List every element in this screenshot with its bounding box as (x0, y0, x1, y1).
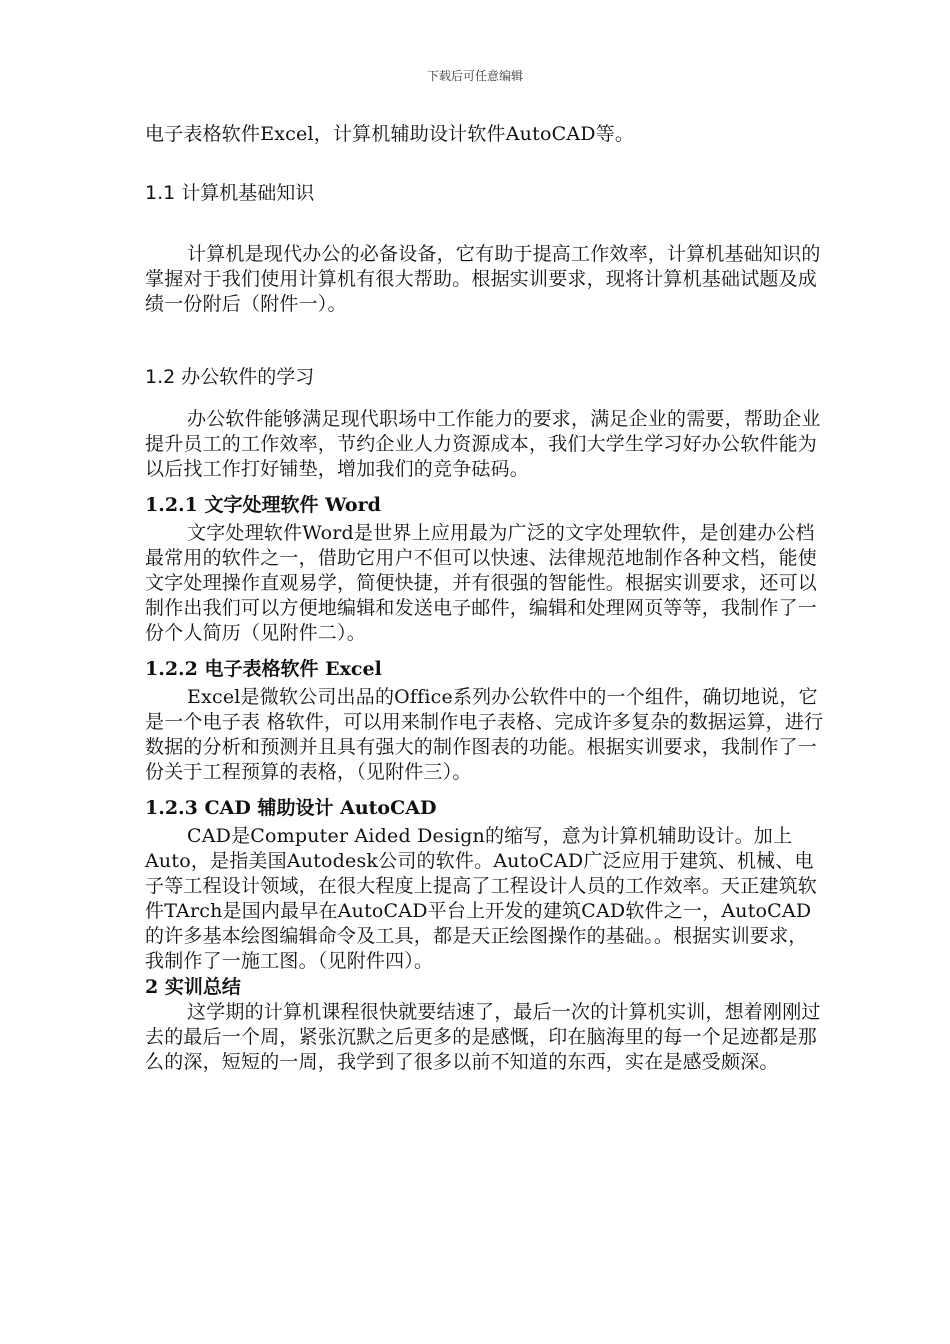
page-header-note: 下载后可任意编辑 (426, 69, 523, 83)
opening-line: 电子表格软件Excel，计算机辅助设计软件AutoCAD等。 (145, 123, 635, 145)
section-2-title: 2 实训总结 (145, 976, 241, 998)
document-body (145, 122, 825, 1075)
section-1-2-1-body: 文字处理软件Word是世界上应用最为广泛的文字处理软件，是创建办公档最常用的软件之一，借助它用户不但可以快速、法律规范地制作各种文档，能使文字处理操作直观易学，简便快捷，并有很强的智能性。根据实训要求，还可以制作出我们可以方便地编辑和发送电子邮件，编辑和处理网页等等，我制作了一份个人简历（见附件二）。 (145, 522, 818, 644)
section-1-2-1-title: 1.2.1 文字处理软件 Word (145, 494, 381, 516)
section-2-body: 这学期的计算机课程很快就要结速了，最后一次的计算机实训，想着刚刚过去的最后一个周，紧张沉默之后更多的是感慨，印在脑海里的每一个足迹都是那么的深，短短的一周，我学到了很多以前不知道的东西，实在是感受颇深。 (145, 1001, 821, 1073)
section-1-2-title: 1.2 办公软件的学习 (145, 366, 315, 388)
section-1-2-3-title: 1.2.3 CAD 辅助设计 AutoCAD (145, 797, 437, 819)
section-1-2-3-body: CAD是Computer Aided Design的缩写，意为计算机辅助设计。加上Auto，是指美国Autodesk公司的软件。AutoCAD广泛应用于建筑、机械、电子等工程设计领域，在很大程度上提高了工程设计人员的工作效率。天正建筑软件TArch是国内最早在AutoCAD平台上开发的建筑CAD软件之一，AutoCAD的许多基本绘图编辑命令及工具，都是天正绘图操作的基础。。根据实训要求，我制作了一施工图。（见附件四）。 (145, 825, 818, 972)
section-1-1-body: 计算机是现代办公的必备设备，它有助于提高工作效率，计算机基础知识的掌握对于我们使用计算机有很大帮助。根据实训要求，现将计算机基础试题及成绩一份附后（附件一）。 (145, 243, 821, 315)
section-1-1-title: 1.1 计算机基础知识 (145, 182, 315, 204)
section-1-2-2-title: 1.2.2 电子表格软件 Excel (145, 658, 382, 680)
section-1-2-2-body: Excel是微软公司出品的Office系列办公软件中的一个组件，确切地说，它是一个电子表 格软件，可以用来制作电子表格、完成许多复杂的数据运算，进行数据的分析和预测并且具有强大的制作图表的功能。根据实训要求，我制作了一份关于工程预算的表格，（见附件三）。 (145, 686, 824, 783)
section-1-2-body: 办公软件能够满足现代职场中工作能力的要求，满足企业的需要，帮助企业提升员工的工作效率，节约企业人力资源成本，我们大学生学习好办公软件能为以后找工作打好铺垫，增加我们的竞争砝码。 (145, 408, 821, 480)
